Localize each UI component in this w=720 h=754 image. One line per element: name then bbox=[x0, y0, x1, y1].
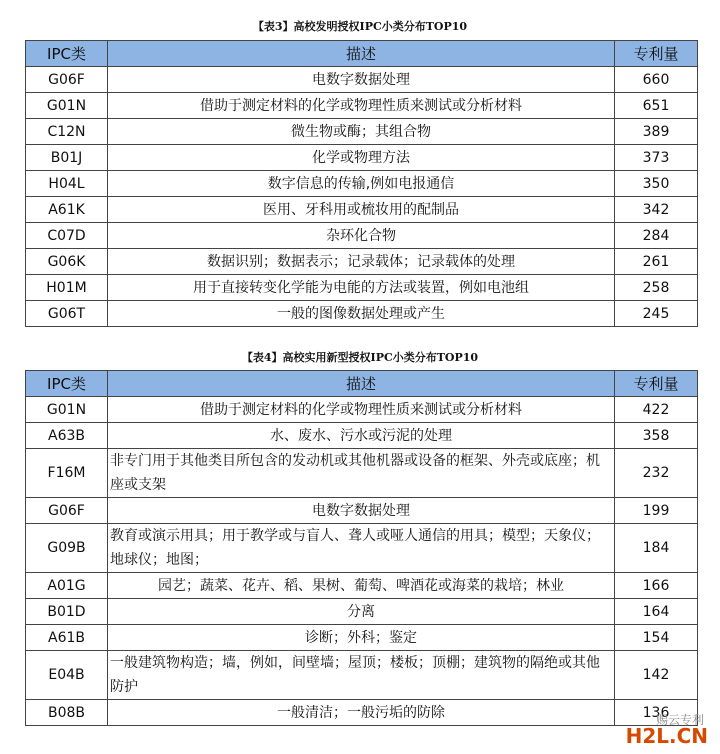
description-cell: 分离 bbox=[108, 599, 615, 625]
ipc-code-cell: G06K bbox=[26, 249, 108, 275]
ipc-code-cell: A61K bbox=[26, 197, 108, 223]
ipc-code-cell: A63B bbox=[26, 423, 108, 449]
table-row bbox=[26, 498, 698, 524]
table3-header-row bbox=[26, 41, 698, 67]
patent-count-cell: 199 bbox=[615, 498, 698, 524]
description-cell: 医用、牙科用或梳妆用的配制品 bbox=[108, 197, 615, 223]
ipc-code-cell: G06T bbox=[26, 301, 108, 327]
watermark-subtitle: 赐云专利 bbox=[655, 713, 704, 727]
table-row bbox=[26, 93, 698, 119]
table-row bbox=[26, 449, 698, 498]
patent-count-cell: 373 bbox=[615, 145, 698, 171]
patent-count-cell: 258 bbox=[615, 275, 698, 301]
ipc-code-cell: B01J bbox=[26, 145, 108, 171]
table4-header-row bbox=[26, 371, 698, 397]
table4 bbox=[25, 370, 698, 726]
table-row bbox=[26, 67, 698, 93]
column-header-count: 专利量 bbox=[615, 371, 698, 397]
watermark-logo: H2L.CN bbox=[625, 724, 708, 748]
ipc-code-cell: A61B bbox=[26, 625, 108, 651]
ipc-code-cell: F16M bbox=[26, 449, 108, 498]
description-cell: 电数字数据处理 bbox=[108, 498, 615, 524]
table-row bbox=[26, 599, 698, 625]
description-cell: 非专门用于其他类目所包含的发动机或其他机器或设备的框架、外壳或底座；机座或支架 bbox=[108, 449, 615, 498]
description-cell: 杂环化合物 bbox=[108, 223, 615, 249]
description-cell: 化学或物理方法 bbox=[108, 145, 615, 171]
table-row bbox=[26, 145, 698, 171]
description-cell: 园艺；蔬菜、花卉、稻、果树、葡萄、啤酒花或海菜的栽培；林业 bbox=[108, 573, 615, 599]
table-row bbox=[26, 197, 698, 223]
patent-count-cell: 358 bbox=[615, 423, 698, 449]
patent-count-cell: 422 bbox=[615, 397, 698, 423]
watermark bbox=[625, 713, 708, 748]
patent-count-cell: 660 bbox=[615, 67, 698, 93]
table-row bbox=[26, 524, 698, 573]
column-header-ipc: IPC类 bbox=[26, 41, 108, 67]
patent-count-cell: 164 bbox=[615, 599, 698, 625]
patent-count-cell: 284 bbox=[615, 223, 698, 249]
patent-count-cell: 184 bbox=[615, 524, 698, 573]
table-row bbox=[26, 573, 698, 599]
description-cell: 诊断；外科；鉴定 bbox=[108, 625, 615, 651]
patent-count-cell: 136 bbox=[615, 700, 698, 726]
table-row bbox=[26, 301, 698, 327]
table-row bbox=[26, 275, 698, 301]
description-cell: 一般清洁；一般污垢的防除 bbox=[108, 700, 615, 726]
table-row bbox=[26, 119, 698, 145]
description-cell: 数字信息的传输,例如电报通信 bbox=[108, 171, 615, 197]
ipc-code-cell: H04L bbox=[26, 171, 108, 197]
table-row bbox=[26, 397, 698, 423]
ipc-code-cell: G06F bbox=[26, 498, 108, 524]
description-cell: 一般的图像数据处理或产生 bbox=[108, 301, 615, 327]
description-cell: 借助于测定材料的化学或物理性质来测试或分析材料 bbox=[108, 93, 615, 119]
ipc-code-cell: B01D bbox=[26, 599, 108, 625]
patent-count-cell: 350 bbox=[615, 171, 698, 197]
description-cell: 微生物或酶；其组合物 bbox=[108, 119, 615, 145]
table-row bbox=[26, 625, 698, 651]
ipc-code-cell: C07D bbox=[26, 223, 108, 249]
table-row bbox=[26, 223, 698, 249]
table3 bbox=[25, 40, 698, 327]
ipc-code-cell: G01N bbox=[26, 93, 108, 119]
column-header-desc: 描述 bbox=[108, 41, 615, 67]
patent-count-cell: 245 bbox=[615, 301, 698, 327]
column-header-desc: 描述 bbox=[108, 371, 615, 397]
patent-count-cell: 389 bbox=[615, 119, 698, 145]
description-cell: 水、废水、污水或污泥的处理 bbox=[108, 423, 615, 449]
table-row bbox=[26, 423, 698, 449]
column-header-count: 专利量 bbox=[615, 41, 698, 67]
table4-caption: 【表4】高校实用新型授权IPC小类分布TOP10 bbox=[241, 351, 479, 364]
description-cell: 电数字数据处理 bbox=[108, 67, 615, 93]
description-cell: 用于直接转变化学能为电能的方法或装置，例如电池组 bbox=[108, 275, 615, 301]
patent-count-cell: 261 bbox=[615, 249, 698, 275]
ipc-code-cell: E04B bbox=[26, 651, 108, 700]
ipc-code-cell: G01N bbox=[26, 397, 108, 423]
column-header-ipc: IPC类 bbox=[26, 371, 108, 397]
ipc-code-cell: H01M bbox=[26, 275, 108, 301]
ipc-code-cell: G06F bbox=[26, 67, 108, 93]
patent-count-cell: 232 bbox=[615, 449, 698, 498]
patent-count-cell: 166 bbox=[615, 573, 698, 599]
table-row bbox=[26, 249, 698, 275]
table-row bbox=[26, 700, 698, 726]
ipc-code-cell: A01G bbox=[26, 573, 108, 599]
table3-caption: 【表3】高校发明授权IPC小类分布TOP10 bbox=[252, 20, 468, 33]
patent-count-cell: 342 bbox=[615, 197, 698, 223]
ipc-code-cell: G09B bbox=[26, 524, 108, 573]
table-row bbox=[26, 651, 698, 700]
ipc-code-cell: C12N bbox=[26, 119, 108, 145]
description-cell: 数据识别；数据表示；记录载体；记录载体的处理 bbox=[108, 249, 615, 275]
ipc-code-cell: B08B bbox=[26, 700, 108, 726]
description-cell: 教育或演示用具；用于教学或与盲人、聋人或哑人通信的用具；模型；天象仪；地球仪；地图； bbox=[108, 524, 615, 573]
patent-count-cell: 651 bbox=[615, 93, 698, 119]
description-cell: 借助于测定材料的化学或物理性质来测试或分析材料 bbox=[108, 397, 615, 423]
table-row bbox=[26, 171, 698, 197]
description-cell: 一般建筑物构造；墙，例如，间壁墙；屋顶；楼板；顶棚；建筑物的隔绝或其他防护 bbox=[108, 651, 615, 700]
patent-count-cell: 154 bbox=[615, 625, 698, 651]
patent-count-cell: 142 bbox=[615, 651, 698, 700]
